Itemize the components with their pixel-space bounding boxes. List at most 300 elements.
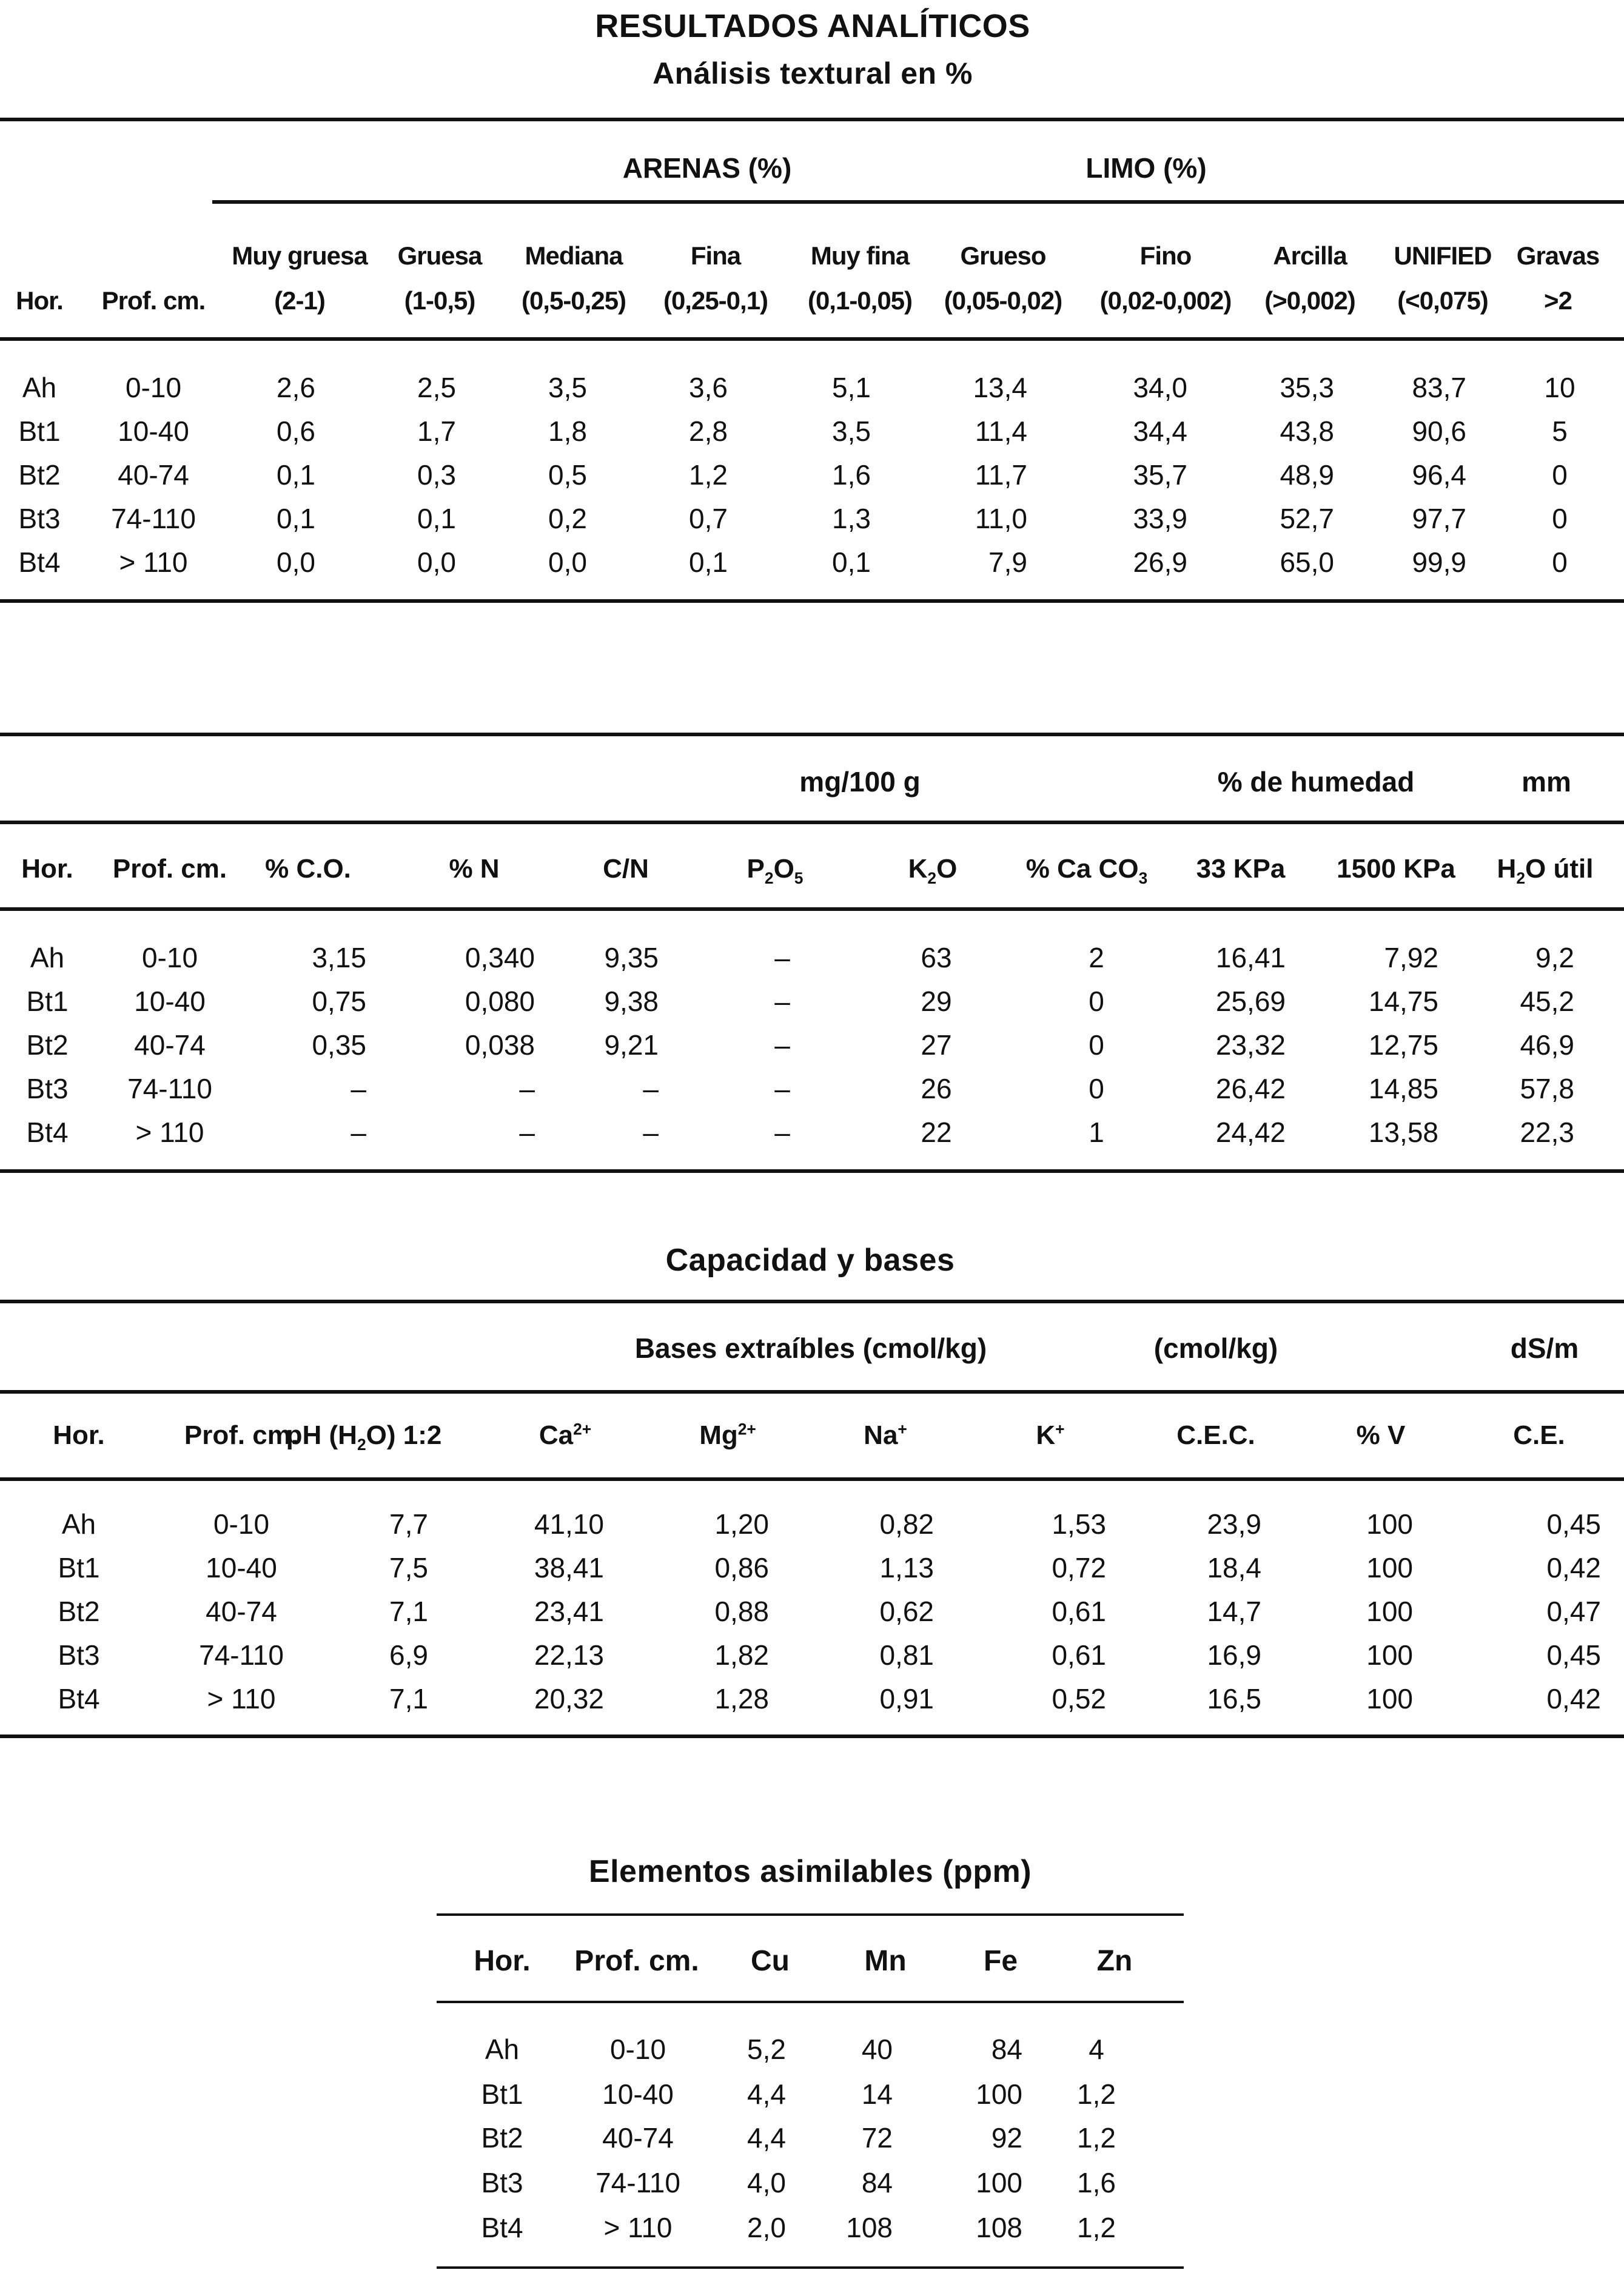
value-cell: 0,1 xyxy=(689,546,728,578)
value-cell: 16,41 xyxy=(1215,942,1286,973)
value-cell: 1,2 xyxy=(689,459,728,491)
column-header xyxy=(539,1420,591,1451)
horizon-cell: Ah xyxy=(30,942,65,973)
value-cell: 7,92 xyxy=(1384,942,1438,973)
value-cell: 9,21 xyxy=(604,1029,659,1061)
depth-cell: 0-10 xyxy=(141,942,198,973)
horizon-cell: Ah xyxy=(22,372,57,403)
value-cell: 16,9 xyxy=(1207,1639,1261,1671)
group-header-arenas: ARENAS (%) xyxy=(622,152,792,184)
value-cell: 9,35 xyxy=(604,942,659,973)
value-cell: – xyxy=(351,1073,366,1104)
table-rule xyxy=(0,118,1624,121)
value-cell: 0,45 xyxy=(1546,1508,1601,1540)
value-cell: 38,41 xyxy=(534,1552,604,1583)
column-header-range: (>0,002) xyxy=(1264,286,1355,315)
horizon-cell: Bt3 xyxy=(481,2167,523,2198)
column-header xyxy=(747,854,804,887)
group-header-ds: dS/m xyxy=(1510,1332,1579,1364)
column-header xyxy=(1357,1420,1406,1451)
value-cell: 22,13 xyxy=(534,1639,604,1671)
value-cell: 0,52 xyxy=(1052,1683,1106,1714)
column-header-subscript: 2 xyxy=(764,868,774,887)
value-cell: 5 xyxy=(1552,415,1568,447)
value-cell: 3,5 xyxy=(832,415,871,447)
column-header-text: Ca xyxy=(539,1420,574,1450)
value-cell: 7,7 xyxy=(389,1508,428,1540)
value-cell: 100 xyxy=(1366,1639,1413,1671)
column-header: Zn xyxy=(1096,1945,1133,1977)
value-cell: 26,42 xyxy=(1215,1073,1286,1104)
group-header-bases: Bases extraíbles (cmol/kg) xyxy=(634,1332,987,1364)
column-header: Hor. xyxy=(474,1945,531,1977)
column-header xyxy=(286,1420,442,1454)
value-cell: 0,0 xyxy=(277,546,315,578)
value-cell: 14,75 xyxy=(1368,986,1438,1017)
horizon-cell: Ah xyxy=(61,1508,96,1540)
value-cell: 10 xyxy=(1544,372,1575,403)
value-cell: 1,28 xyxy=(714,1683,769,1714)
depth-cell: 0-10 xyxy=(125,372,182,403)
value-cell: 4,0 xyxy=(747,2167,786,2198)
value-cell: 4,4 xyxy=(747,2078,786,2110)
depth-cell: 74-110 xyxy=(199,1639,284,1671)
column-header-range: (0,02-0,002) xyxy=(1099,286,1232,315)
horizon-cell: Bt3 xyxy=(18,503,61,534)
column-header-text: Prof. cm. xyxy=(112,854,227,884)
value-cell: 1,2 xyxy=(1077,2078,1116,2110)
value-cell: – xyxy=(643,1073,659,1104)
value-cell: 12,75 xyxy=(1368,1029,1438,1061)
value-cell: 24,42 xyxy=(1215,1117,1286,1148)
column-header-text: Hor. xyxy=(21,854,73,884)
value-cell: 0 xyxy=(1552,459,1568,491)
value-cell: 34,0 xyxy=(1133,372,1187,403)
column-header: Grueso xyxy=(960,241,1046,270)
value-cell: 22,3 xyxy=(1520,1117,1574,1148)
column-header xyxy=(265,854,351,884)
table-rule xyxy=(0,907,1624,911)
column-header: Mediana xyxy=(525,241,623,270)
horizon-cell: Bt4 xyxy=(26,1117,69,1148)
horizon-cell: Bt1 xyxy=(26,986,69,1017)
column-header-text: Mg xyxy=(699,1420,738,1450)
value-cell: 0,340 xyxy=(465,942,535,973)
column-header-subscript: 2 xyxy=(927,868,937,887)
horizon-cell: Bt2 xyxy=(481,2122,523,2154)
column-header: Fe xyxy=(983,1945,1018,1977)
column-header xyxy=(449,854,499,884)
column-header: Prof. cm. xyxy=(101,286,206,315)
column-header-text: % N xyxy=(449,854,500,884)
horizon-cell: Bt3 xyxy=(58,1639,100,1671)
value-cell: 100 xyxy=(976,2167,1022,2198)
value-cell: 0,88 xyxy=(714,1596,769,1627)
value-cell: 27 xyxy=(921,1029,952,1061)
value-cell: 23,41 xyxy=(534,1596,604,1627)
column-header-range: (1-0,5) xyxy=(404,286,475,315)
value-cell: 13,58 xyxy=(1368,1117,1438,1148)
value-cell: 0,42 xyxy=(1546,1552,1601,1583)
value-cell: 108 xyxy=(976,2212,1022,2243)
column-header: Muy fina xyxy=(810,241,910,270)
value-cell: 96,4 xyxy=(1412,459,1466,491)
value-cell: 26 xyxy=(921,1073,952,1104)
horizon-cell: Bt2 xyxy=(26,1029,69,1061)
table-rule xyxy=(0,1477,1624,1481)
value-cell: 0,62 xyxy=(879,1596,934,1627)
value-cell: – xyxy=(774,1029,790,1061)
value-cell: 63 xyxy=(921,942,952,973)
value-cell: 1,13 xyxy=(879,1552,934,1583)
value-cell: 14 xyxy=(861,2078,893,2110)
value-cell: 48,9 xyxy=(1280,459,1334,491)
table-rule xyxy=(0,1735,1624,1738)
group-header-limo: LIMO (%) xyxy=(1085,152,1207,184)
value-cell: 45,2 xyxy=(1520,986,1574,1017)
value-cell: – xyxy=(774,1117,790,1148)
value-cell: 99,9 xyxy=(1412,546,1466,578)
value-cell: 1 xyxy=(1089,1117,1104,1148)
value-cell: 0,72 xyxy=(1052,1552,1106,1583)
value-cell: 0,3 xyxy=(417,459,456,491)
column-header-sup: 2+ xyxy=(573,1420,592,1439)
value-cell: 100 xyxy=(976,2078,1022,2110)
horizon-cell: Bt4 xyxy=(58,1683,100,1714)
value-cell: 1,3 xyxy=(832,503,871,534)
value-cell: 2 xyxy=(1089,942,1104,973)
value-cell: 1,6 xyxy=(832,459,871,491)
column-header-text: Hor. xyxy=(53,1420,105,1450)
value-cell: 84 xyxy=(991,2033,1022,2065)
depth-cell: 40-74 xyxy=(134,1029,206,1061)
value-cell: 0,61 xyxy=(1052,1596,1106,1627)
value-cell: 18,4 xyxy=(1207,1552,1261,1583)
value-cell: 1,7 xyxy=(417,415,456,447)
column-header-text: pH (H xyxy=(286,1420,357,1450)
horizon-cell: Bt1 xyxy=(58,1552,100,1583)
value-cell: 4,4 xyxy=(747,2122,786,2154)
value-cell: 97,7 xyxy=(1412,503,1466,534)
depth-cell: 40-74 xyxy=(118,459,189,491)
value-cell: 3,6 xyxy=(689,372,728,403)
column-header-text: 1500 KPa xyxy=(1337,854,1455,884)
column-header-text: 33 KPa xyxy=(1196,854,1286,884)
column-header-range: (2-1) xyxy=(274,286,325,315)
column-header xyxy=(603,854,649,884)
column-header: Muy gruesa xyxy=(232,241,367,270)
value-cell: – xyxy=(774,942,790,973)
table-rule xyxy=(0,337,1624,341)
value-cell: 0,42 xyxy=(1546,1683,1601,1714)
value-cell: 13,4 xyxy=(973,372,1027,403)
value-cell: 7,5 xyxy=(389,1552,428,1583)
value-cell: 90,6 xyxy=(1412,415,1466,447)
depth-cell: > 110 xyxy=(135,1117,204,1148)
value-cell: 9,38 xyxy=(604,986,659,1017)
table-rule xyxy=(0,1169,1624,1173)
column-header-text-rest: O xyxy=(773,854,794,884)
depth-cell: 10-40 xyxy=(118,415,189,447)
column-header-text: C.E. xyxy=(1513,1420,1565,1450)
value-cell: 1,53 xyxy=(1052,1508,1106,1540)
column-header-range: (0,5-0,25) xyxy=(521,286,626,315)
group-header-cmol: (cmol/kg) xyxy=(1153,1332,1278,1364)
column-header: Gruesa xyxy=(397,241,482,270)
value-cell: 1,2 xyxy=(1077,2122,1116,2154)
column-header: Arcilla xyxy=(1273,241,1347,270)
table-rule xyxy=(212,200,1624,204)
value-cell: 100 xyxy=(1366,1683,1413,1714)
column-header-text: C/N xyxy=(603,854,649,884)
value-cell: 0,86 xyxy=(714,1552,769,1583)
column-header-range: (0,25-0,1) xyxy=(663,286,768,315)
column-header: Fina xyxy=(690,241,741,270)
value-cell: 25,69 xyxy=(1215,986,1286,1017)
value-cell: 33,9 xyxy=(1133,503,1187,534)
group-header-mg: mg/100 g xyxy=(799,766,921,798)
value-cell: 1,2 xyxy=(1077,2212,1116,2243)
value-cell: 0,1 xyxy=(417,503,456,534)
value-cell: 5,1 xyxy=(832,372,871,403)
horizon-cell: Bt1 xyxy=(18,415,61,447)
column-header xyxy=(1025,854,1148,887)
elements-title: Elementos asimilables (ppm) xyxy=(588,1854,1032,1889)
horizon-cell: Bt2 xyxy=(18,459,61,491)
value-cell: 100 xyxy=(1366,1508,1413,1540)
value-cell: 0 xyxy=(1552,546,1568,578)
column-header-text: H xyxy=(1497,854,1517,884)
column-header-sup: + xyxy=(1055,1420,1065,1439)
page-subtitle: Análisis textural en % xyxy=(653,56,973,90)
value-cell: 0,7 xyxy=(689,503,728,534)
column-header xyxy=(1176,1420,1255,1451)
capacity-title: Capacidad y bases xyxy=(665,1243,955,1278)
horizon-cell: Bt4 xyxy=(18,546,61,578)
column-header xyxy=(1337,854,1455,884)
value-cell: 1,82 xyxy=(714,1639,769,1671)
column-header-text: % Ca CO xyxy=(1025,854,1139,884)
value-cell: 92 xyxy=(991,2122,1022,2154)
value-cell: – xyxy=(351,1117,366,1148)
value-cell: 26,9 xyxy=(1133,546,1187,578)
value-cell: 35,7 xyxy=(1133,459,1187,491)
table-rule xyxy=(437,2001,1184,2003)
value-cell: 0,0 xyxy=(417,546,456,578)
value-cell: 1,20 xyxy=(714,1508,769,1540)
depth-cell: 10-40 xyxy=(134,986,206,1017)
horizon-cell: Bt4 xyxy=(481,2212,523,2243)
horizon-cell: Bt1 xyxy=(481,2078,523,2110)
value-cell: 0 xyxy=(1552,503,1568,534)
value-cell: 0,82 xyxy=(879,1508,934,1540)
value-cell: 0,1 xyxy=(277,503,315,534)
value-cell: 23,32 xyxy=(1215,1029,1286,1061)
value-cell: 1,6 xyxy=(1077,2167,1116,2198)
value-cell: 0 xyxy=(1089,986,1104,1017)
value-cell: – xyxy=(774,986,790,1017)
value-cell: 0,61 xyxy=(1052,1639,1106,1671)
value-cell: 0,47 xyxy=(1546,1596,1601,1627)
column-header-text: Prof. cm. xyxy=(184,1420,299,1450)
table-rule xyxy=(0,1390,1624,1394)
column-header-sup: + xyxy=(898,1420,907,1439)
value-cell: 43,8 xyxy=(1280,415,1334,447)
value-cell: 0,1 xyxy=(832,546,871,578)
value-cell: 1,8 xyxy=(548,415,587,447)
value-cell: 14,85 xyxy=(1368,1073,1438,1104)
value-cell: 16,5 xyxy=(1207,1683,1261,1714)
value-cell: – xyxy=(519,1117,535,1148)
column-header xyxy=(699,1420,756,1451)
column-header xyxy=(1497,854,1594,887)
depth-cell: > 110 xyxy=(119,546,188,578)
value-cell: 11,4 xyxy=(975,415,1027,447)
column-header-subscript: 5 xyxy=(794,868,804,887)
column-header xyxy=(1036,1420,1064,1451)
depth-cell: 0-10 xyxy=(213,1508,270,1540)
column-header: Gravas xyxy=(1516,241,1600,270)
value-cell: 57,8 xyxy=(1520,1073,1574,1104)
value-cell: 0,81 xyxy=(879,1639,934,1671)
column-header: Mn xyxy=(864,1945,907,1977)
column-header-range: (0,05-0,02) xyxy=(944,286,1062,315)
table-rule xyxy=(437,2266,1184,2269)
value-cell: 2,5 xyxy=(417,372,456,403)
column-header xyxy=(53,1420,105,1451)
column-header-sup: 2+ xyxy=(737,1420,756,1439)
value-cell: – xyxy=(519,1073,535,1104)
value-cell: 3,5 xyxy=(548,372,587,403)
depth-cell: 74-110 xyxy=(127,1073,212,1104)
value-cell: 0,35 xyxy=(312,1029,366,1061)
value-cell: 6,9 xyxy=(389,1639,428,1671)
horizon-cell: Ah xyxy=(485,2033,520,2065)
value-cell: 65,0 xyxy=(1280,546,1334,578)
table-rule xyxy=(0,599,1624,603)
group-header-mm: mm xyxy=(1522,766,1571,798)
column-header-subscript: 2 xyxy=(357,1435,366,1454)
column-header-text: % C.O. xyxy=(265,854,351,884)
value-cell: 46,9 xyxy=(1520,1029,1574,1061)
depth-cell: 74-110 xyxy=(596,2167,680,2198)
depth-cell: 40-74 xyxy=(206,1596,277,1627)
column-header: Hor. xyxy=(16,286,63,315)
column-header-text: Na xyxy=(864,1420,898,1450)
column-header xyxy=(908,854,958,887)
value-cell: 2,6 xyxy=(277,372,315,403)
value-cell: 7,1 xyxy=(389,1683,428,1714)
value-cell: 3,15 xyxy=(312,942,366,973)
value-cell: 0,91 xyxy=(879,1683,934,1714)
depth-cell: 40-74 xyxy=(602,2122,674,2154)
column-header-range: (<0,075) xyxy=(1397,286,1488,315)
value-cell: 23,9 xyxy=(1207,1508,1261,1540)
value-cell: 41,10 xyxy=(534,1508,604,1540)
column-header xyxy=(1513,1420,1565,1451)
value-cell: 11,7 xyxy=(975,459,1027,491)
value-cell: 0,038 xyxy=(465,1029,535,1061)
depth-cell: 10-40 xyxy=(206,1552,277,1583)
column-header-text: K xyxy=(908,854,928,884)
value-cell: 0,1 xyxy=(277,459,315,491)
column-header xyxy=(113,854,227,884)
value-cell: 2,0 xyxy=(747,2212,786,2243)
value-cell: 34,4 xyxy=(1133,415,1187,447)
value-cell: 11,0 xyxy=(975,503,1027,534)
horizon-cell: Bt3 xyxy=(26,1073,69,1104)
table-rule xyxy=(0,821,1624,824)
column-header xyxy=(184,1420,298,1451)
column-header xyxy=(864,1420,907,1451)
value-cell: 100 xyxy=(1366,1596,1413,1627)
value-cell: 0,080 xyxy=(465,986,535,1017)
column-header-subscript: 3 xyxy=(1138,868,1148,887)
page-title: RESULTADOS ANALÍTICOS xyxy=(595,8,1030,44)
value-cell: 84 xyxy=(861,2167,893,2198)
value-cell: 5,2 xyxy=(747,2033,786,2065)
value-cell: 22 xyxy=(921,1117,952,1148)
value-cell: 0,6 xyxy=(277,415,315,447)
value-cell: 0,5 xyxy=(548,459,587,491)
value-cell: 0,75 xyxy=(312,986,366,1017)
value-cell: 14,7 xyxy=(1207,1596,1261,1627)
horizon-cell: Bt2 xyxy=(58,1596,100,1627)
column-header-text: P xyxy=(747,854,765,884)
table-rule xyxy=(437,1913,1184,1916)
depth-cell: 74-110 xyxy=(111,503,196,534)
value-cell: 20,32 xyxy=(534,1683,604,1714)
value-cell: 100 xyxy=(1366,1552,1413,1583)
value-cell: 0,45 xyxy=(1546,1639,1601,1671)
column-header-subscript: 2 xyxy=(1516,868,1526,887)
value-cell: 52,7 xyxy=(1280,503,1334,534)
value-cell: 4 xyxy=(1089,2033,1104,2065)
group-header-humedad: % de humedad xyxy=(1217,766,1415,798)
value-cell: 83,7 xyxy=(1412,372,1466,403)
value-cell: 40 xyxy=(861,2033,893,2065)
value-cell: 0,2 xyxy=(548,503,587,534)
table-rule xyxy=(0,1300,1624,1303)
column-header xyxy=(21,854,73,884)
value-cell: 35,3 xyxy=(1280,372,1334,403)
value-cell: – xyxy=(774,1073,790,1104)
column-header-text: % V xyxy=(1356,1420,1406,1450)
value-cell: 108 xyxy=(846,2212,893,2243)
value-cell: 0,0 xyxy=(548,546,587,578)
depth-cell: > 110 xyxy=(603,2212,673,2243)
value-cell: 0 xyxy=(1089,1029,1104,1061)
column-header: Cu xyxy=(751,1945,790,1977)
column-header-text: C.E.C. xyxy=(1176,1420,1255,1450)
column-header-range: >2 xyxy=(1544,286,1572,315)
table-rule xyxy=(0,733,1624,736)
column-header-text-rest: O xyxy=(936,854,958,884)
value-cell: 2,8 xyxy=(689,415,728,447)
column-header: Prof. cm. xyxy=(574,1945,699,1977)
column-header-text: K xyxy=(1036,1420,1056,1450)
depth-cell: 0-10 xyxy=(609,2033,666,2065)
column-header-text-rest: O útil xyxy=(1525,854,1594,884)
column-header: Fino xyxy=(1139,241,1192,270)
value-cell: 9,2 xyxy=(1535,942,1574,973)
column-header-range: (0,1-0,05) xyxy=(807,286,913,315)
depth-cell: 10-40 xyxy=(602,2078,674,2110)
depth-cell: > 110 xyxy=(207,1683,276,1714)
value-cell: – xyxy=(643,1117,659,1148)
value-cell: 7,9 xyxy=(988,546,1027,578)
column-header-text-rest: O) 1:2 xyxy=(366,1420,442,1450)
